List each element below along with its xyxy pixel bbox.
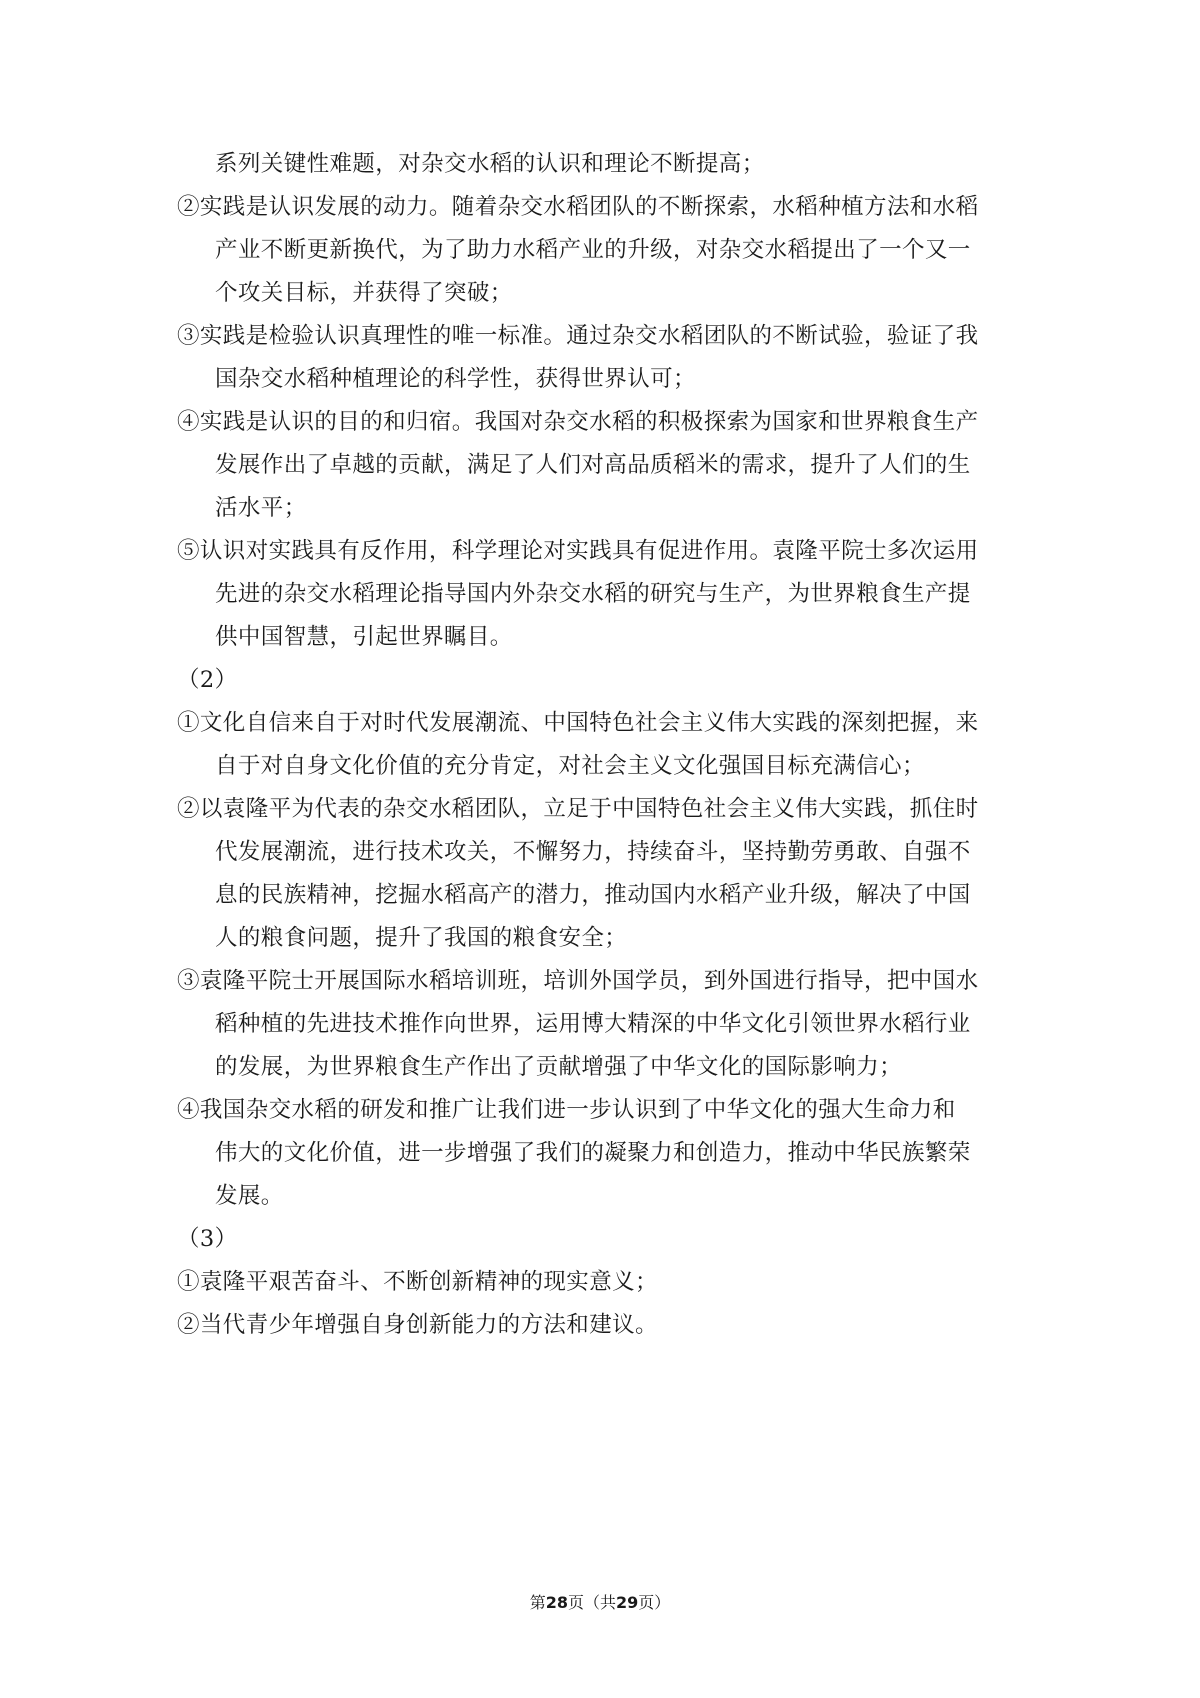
text-line: 供中国智慧，引起世界瞩目。 [215, 624, 513, 650]
text-line: 的发展，为世界粮食生产作出了贡献增强了中华文化的国际影响力； [215, 1054, 903, 1080]
section-heading: （3） [177, 1226, 238, 1252]
current-page-number: 28 [545, 1593, 568, 1612]
text-line: 代发展潮流，进行技术攻关，不懈努力，持续奋斗，坚持勤劳勇敢、自强不 [215, 839, 971, 865]
text-line: 人的粮食问题，提升了我国的粮食安全； [215, 925, 628, 951]
text-line: 自于对自身文化价值的充分肯定，对社会主义文化强国目标充满信心； [215, 753, 925, 779]
text-line: ③实践是检验认识真理性的唯一标准。通过杂交水稻团队的不断试验，验证了我 [177, 323, 979, 349]
footer-suffix: 页） [638, 1593, 671, 1612]
text-line: 发展。 [215, 1183, 284, 1209]
text-line: 先进的杂交水稻理论指导国内外杂交水稻的研究与生产，为世界粮食生产提 [215, 581, 971, 607]
page-footer [0, 1592, 1200, 1614]
text-line: ③袁隆平院士开展国际水稻培训班，培训外国学员，到外国进行指导，把中国水 [177, 968, 979, 994]
text-line: 产业不断更新换代，为了助力水稻产业的升级，对杂交水稻提出了一个又一 [215, 237, 971, 263]
total-page-number: 29 [616, 1593, 639, 1612]
text-line: 活水平； [215, 495, 307, 521]
footer-prefix: 第 [529, 1593, 546, 1612]
text-line: 发展作出了卓越的贡献，满足了人们对高品质稻米的需求，提升了人们的生 [215, 452, 971, 478]
footer-middle: 页（共 [567, 1593, 616, 1612]
text-line: ②实践是认识发展的动力。随着杂交水稻团队的不断探索，水稻种植方法和水稻 [177, 194, 979, 220]
text-line: 伟大的文化价值，进一步增强了我们的凝聚力和创造力，推动中华民族繁荣 [215, 1140, 971, 1166]
text-line: ①袁隆平艰苦奋斗、不断创新精神的现实意义； [177, 1269, 658, 1295]
text-line: ④我国杂交水稻的研发和推广让我们进一步认识到了中华文化的强大生命力和 [177, 1097, 956, 1123]
text-line: 个攻关目标，并获得了突破； [215, 280, 513, 306]
text-line: ②以袁隆平为代表的杂交水稻团队，立足于中国特色社会主义伟大实践，抓住时 [177, 796, 979, 822]
text-line: 国杂交水稻种植理论的科学性，获得世界认可； [215, 366, 696, 392]
text-line: ⑤认识对实践具有反作用，科学理论对实践具有促进作用。袁隆平院士多次运用 [177, 538, 979, 564]
text-line: 系列关键性难题，对杂交水稻的认识和理论不断提高； [215, 151, 765, 177]
text-line: ④实践是认识的目的和归宿。我国对杂交水稻的积极探索为国家和世界粮食生产 [177, 409, 979, 435]
text-line: ②当代青少年增强自身创新能力的方法和建议。 [177, 1312, 658, 1338]
text-line: ①文化自信来自于对时代发展潮流、中国特色社会主义伟大实践的深刻把握，来 [177, 710, 979, 736]
section-heading: （2） [177, 667, 238, 693]
text-line: 息的民族精神，挖掘水稻高产的潜力，推动国内水稻产业升级，解决了中国 [215, 882, 971, 908]
text-line: 稻种植的先进技术推作向世界，运用博大精深的中华文化引领世界水稻行业 [215, 1011, 971, 1037]
